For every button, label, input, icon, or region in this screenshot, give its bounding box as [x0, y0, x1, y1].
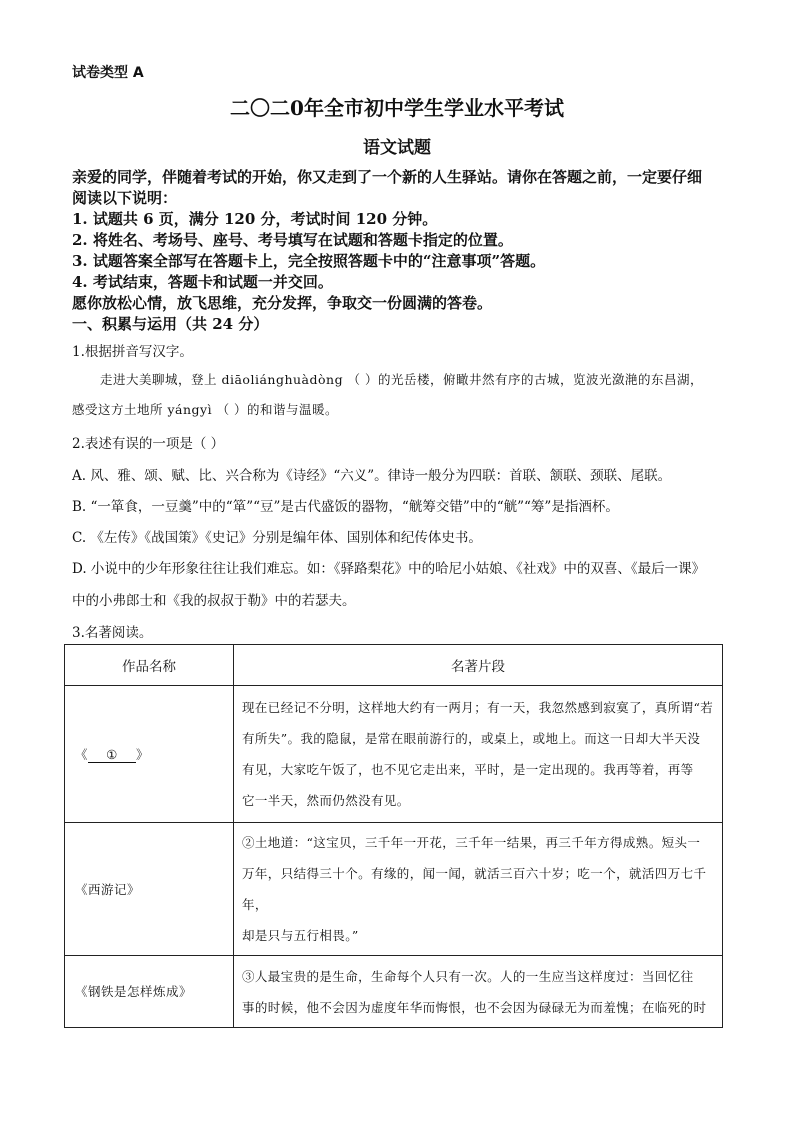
excerpt-line: ③人最宝贵的是生命，生命每个人只有一次。人的一生应当这样度过：当回忆往	[242, 968, 694, 984]
table-header-excerpt: 名著片段	[234, 645, 723, 686]
work-name-cell: 《西游记》	[65, 823, 234, 956]
excerpt-line: 有所失”。我的隐鼠，是常在眼前游行的，或桌上，或地上。而这一日却大半天没	[242, 731, 701, 746]
question-2-option-d-cont: 中的小弗郎士和《我的叔叔于勒》中的若瑟夫。	[72, 593, 356, 609]
question-1-title: 1.根据拼音写汉字。	[72, 344, 193, 360]
excerpt-cell	[234, 823, 723, 956]
work-name-cell: 《钢铁是怎样炼成》	[65, 956, 234, 1028]
intro-line-1: 亲爱的同学，伴随着考试的开始，你又走到了一个新的人生驿站。请你在答题之前，一定要仔细	[72, 168, 703, 186]
question-2-option-b: B. “一箪食，一豆羹”中的“箪”“豆”是古代盛饭的器物，“觥筹交错”中的“觥”“筹”是指酒杯。	[72, 499, 619, 515]
intro-line-6: 4. 考试结束，答题卡和试题一并交回。	[72, 273, 333, 291]
page-subtitle: 语文试题	[363, 138, 431, 158]
works-table	[64, 644, 723, 1028]
table-row	[65, 956, 723, 1028]
table-row	[65, 823, 723, 956]
work-name-suffix: 》	[136, 747, 150, 762]
excerpt-line: 有见，大家吃午饭了，也不见它走出来，平时，是一定出现的。我再等着，再等	[242, 762, 694, 777]
question-2-option-d: D. 小说中的少年形象往往让我们难忘。如：《驿路梨花》中的哈尼小姑娘、《社戏》中的双喜、《最后一课》	[72, 561, 706, 577]
intro-line-4: 2. 将姓名、考场号、座号、考号填写在试题和答题卡指定的位置。	[72, 231, 513, 249]
work-name-cell	[65, 686, 234, 823]
question-2-option-c: C. 《左传》《战国策》《史记》分别是编年体、国别体和纪传体史书。	[72, 530, 482, 546]
excerpt-line: 却是只与五行相畏。”	[242, 928, 359, 943]
table-header-row	[65, 645, 723, 686]
table-row	[65, 686, 723, 823]
excerpt-line: ②土地道：“这宝贝，三千年一开花，三千年一结果，再三千年方得成熟。短头一	[242, 835, 701, 850]
exam-type-label: 试卷类型 A	[72, 65, 144, 81]
question-1-line-1: 走进大美聊城，登上 diāoliánghuàdòng （ ）的光岳楼，俯瞰井然有序的古城，览波光潋滟的东昌湖，	[100, 372, 704, 387]
excerpt-line: 它一半天，然而仍然没有见。	[242, 793, 410, 808]
work-name-blank: ①	[88, 747, 136, 763]
question-1-line-2: 感受这方土地所 yángyì （ ）的和谐与温暖。	[72, 402, 339, 417]
table-header-work-name: 作品名称	[65, 645, 234, 686]
excerpt-cell	[234, 686, 723, 823]
intro-line-2: 阅读以下说明：	[72, 189, 178, 207]
intro-line-5: 3. 试题答案全部写在答题卡上，完全按照答题卡中的“注意事项”答题。	[72, 252, 546, 270]
question-3-title: 3.名著阅读。	[72, 625, 153, 641]
question-2-title: 2.表述有误的一项是（ ）	[72, 436, 225, 452]
question-2-option-a: A. 风、雅、颂、赋、比、兴合称为《诗经》“六义”。律诗一般分为四联：首联、颔联、颈联、尾联。	[72, 468, 672, 484]
intro-line-7: 愿你放松心情，放飞思维，充分发挥，争取交一份圆满的答卷。	[72, 294, 493, 312]
excerpt-line: 现在已经记不分明，这样地大约有一两月；有一天，我忽然感到寂寞了，真所谓“若	[242, 700, 714, 715]
page-title: 二〇二0年全市初中学生学业水平考试	[230, 96, 564, 120]
work-name-prefix: 《	[75, 747, 89, 762]
section-heading: 一、积累与运用（共 24 分）	[72, 315, 269, 333]
excerpt-line: 万年，只结得三十个。有缘的，闻一闻，就活三百六十岁；吃一个，就活四万七千年，	[242, 866, 707, 912]
excerpt-line: 事的时候，他不会因为虚度年华而悔恨，也不会因为碌碌无为而羞愧；在临死的时	[242, 999, 707, 1015]
intro-line-3: 1. 试题共 6 页，满分 120 分，考试时间 120 分钟。	[72, 210, 438, 228]
excerpt-cell	[234, 956, 723, 1028]
